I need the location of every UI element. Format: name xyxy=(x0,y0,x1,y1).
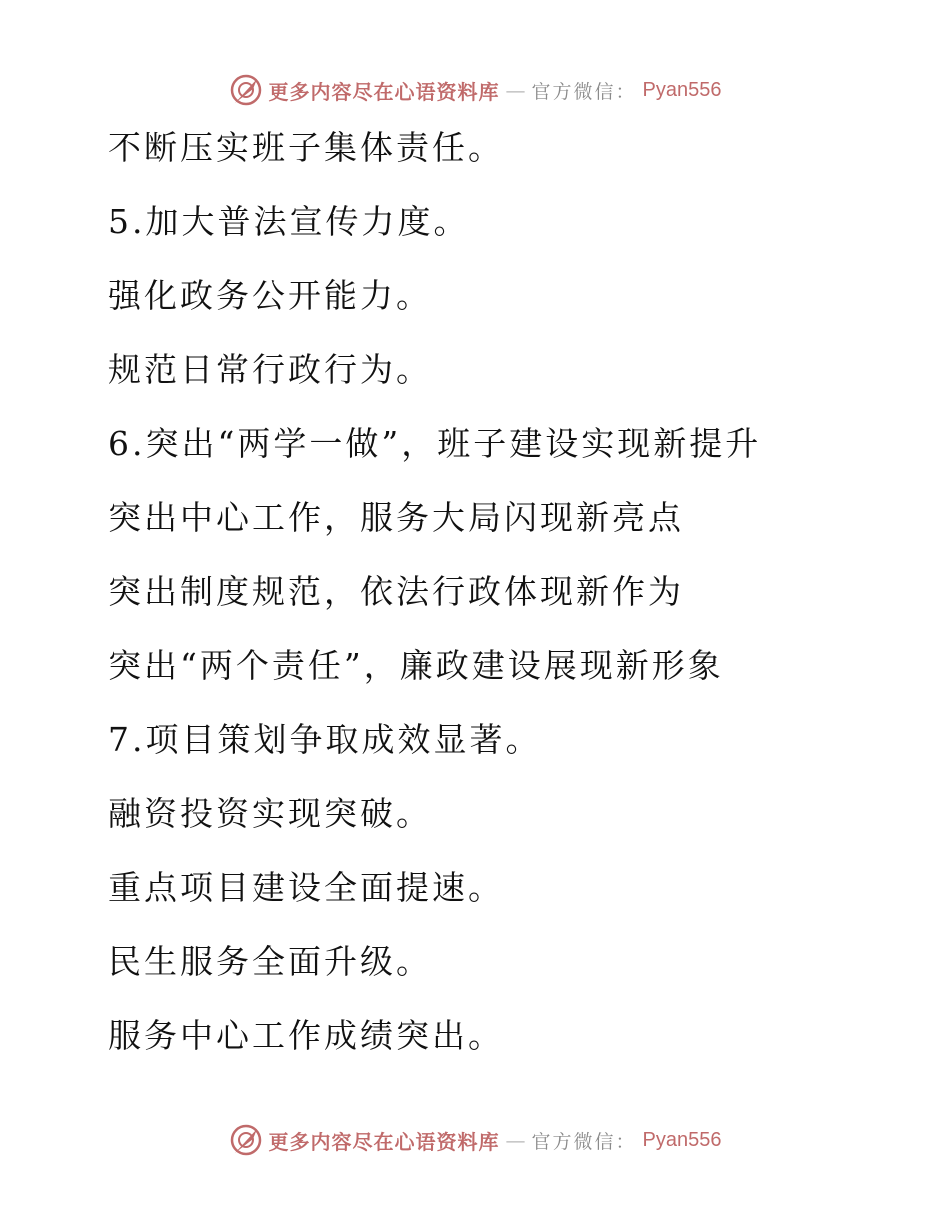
watermark-id: Pyan556 xyxy=(642,78,722,101)
text-line: 规范日常行政行为。 xyxy=(108,350,432,389)
text-line: 重点项目建设全面提速。 xyxy=(108,868,504,907)
quill-logo-icon xyxy=(229,73,263,107)
text-line: 7.项目策划争取成效显著。 xyxy=(108,720,542,759)
document-body xyxy=(108,122,908,1084)
text-line: 强化政务公开能力。 xyxy=(108,276,432,315)
watermark-main-text: 更多内容尽在心语资料库 xyxy=(268,1129,500,1154)
footer-watermark xyxy=(0,1120,950,1160)
watermark-id: Pyan556 xyxy=(642,1128,722,1151)
watermark-separator: — xyxy=(505,1128,526,1152)
text-line: 5.加大普法宣传力度。 xyxy=(108,202,470,241)
text-line: 民生服务全面升级。 xyxy=(108,942,432,981)
header-watermark xyxy=(0,70,950,110)
text-line: 突出中心工作，服务大局闪现新亮点 xyxy=(108,498,684,537)
text-line: 融资投资实现突破。 xyxy=(108,794,432,833)
text-line: 6.突出“两学一做”，班子建设实现新提升 xyxy=(108,424,762,463)
watermark-main-text: 更多内容尽在心语资料库 xyxy=(268,79,500,104)
text-line: 不断压实班子集体责任。 xyxy=(108,128,504,167)
text-line: 突出制度规范，依法行政体现新作为 xyxy=(108,572,684,611)
watermark-label: 官方微信： xyxy=(531,80,637,103)
text-line: 突出“两个责任”，廉政建设展现新形象 xyxy=(108,646,724,685)
quill-logo-icon xyxy=(229,1123,263,1157)
watermark-separator: — xyxy=(505,78,526,102)
watermark-label: 官方微信： xyxy=(531,1130,637,1153)
text-line: 服务中心工作成绩突出。 xyxy=(108,1016,504,1055)
